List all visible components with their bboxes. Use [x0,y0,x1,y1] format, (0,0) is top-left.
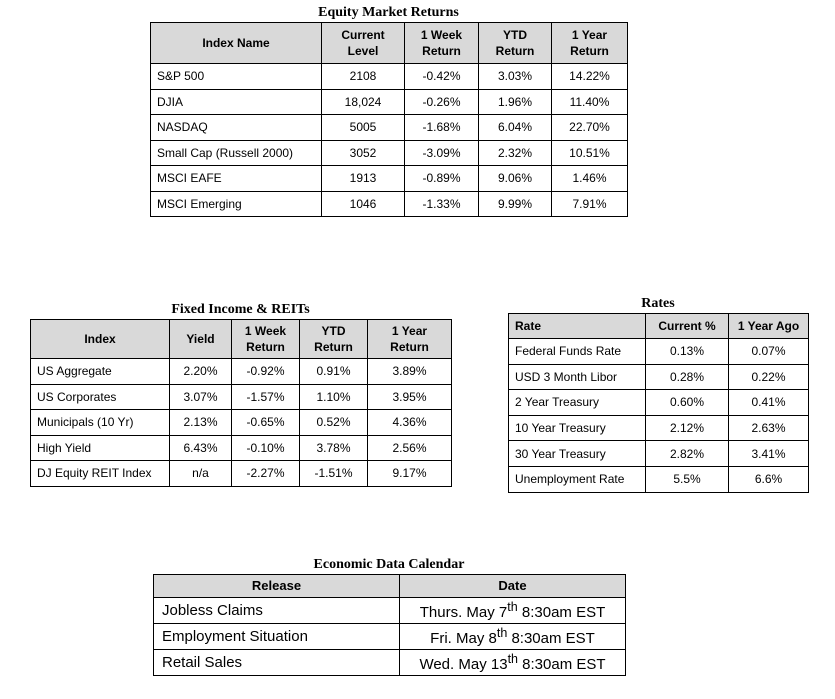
year-return: 3.95% [368,384,452,410]
date-text: Thurs. May 7 [419,604,508,621]
yield: 3.07% [170,384,232,410]
year-ago-rate: 0.22% [729,364,809,390]
col-yield: Yield [170,320,232,359]
yield: n/a [170,461,232,487]
ytd-return: 3.78% [300,435,368,461]
rates-header-row [509,314,809,339]
current-rate: 0.28% [646,364,729,390]
equity-market-returns [150,4,627,217]
table-row [509,339,809,365]
year-return: 7.91% [552,191,628,217]
table-row [509,466,809,492]
yield: 2.13% [170,410,232,436]
col-1-year-line1: 1 Year [571,28,608,42]
col-1-year-line2: Return [570,44,609,58]
index-name: S&P 500 [151,64,322,90]
table-row [154,624,626,650]
current-rate: 2.12% [646,415,729,441]
year-ago-rate: 2.63% [729,415,809,441]
year-ago-rate: 6.6% [729,466,809,492]
year-ago-rate: 0.07% [729,339,809,365]
current-rate: 0.60% [646,390,729,416]
col-current-level-line2: Level [347,44,379,58]
col-index-name: Index Name [151,23,322,64]
equity-table [150,22,628,217]
fixed-income-title: Fixed Income & REITs [171,302,310,317]
ytd-return: 9.06% [479,166,552,192]
date-ordinal: th [496,626,508,640]
index-name: MSCI Emerging [151,191,322,217]
yield: 2.20% [170,359,232,385]
release-date [400,650,626,676]
col-ytd-return [300,320,368,359]
index-name: MSCI EAFE [151,166,322,192]
table-row [31,435,452,461]
year-return: 1.46% [552,166,628,192]
table-row [509,441,809,467]
week-return: -1.57% [232,384,300,410]
col-date: Date [400,575,626,598]
col-ytd-return [479,23,552,64]
ytd-return: 6.04% [479,115,552,141]
current-level: 3052 [322,140,405,166]
rates-table [508,313,809,493]
ytd-return: 1.96% [479,89,552,115]
date-ordinal: th [507,600,518,614]
table-row [151,115,628,141]
col-index: Index [31,320,170,359]
col-release: Release [154,575,400,598]
week-return: -0.92% [232,359,300,385]
date-time: 8:30am EST [517,604,606,621]
current-rate: 5.5% [646,466,729,492]
economic-calendar-title: Economic Data Calendar [313,557,465,572]
rate-name: Federal Funds Rate [509,339,646,365]
year-return: 22.70% [552,115,628,141]
fixed-income-table [30,319,452,487]
table-row [151,140,628,166]
current-level: 2108 [322,64,405,90]
ytd-return: 2.32% [479,140,552,166]
col-ytd-line2: Return [314,340,353,354]
release-date [400,598,626,624]
current-level: 1913 [322,166,405,192]
index-name: Small Cap (Russell 2000) [151,140,322,166]
ytd-return: 9.99% [479,191,552,217]
table-row [31,384,452,410]
col-1-year-line1: 1 Year [391,324,428,338]
index-name: NASDAQ [151,115,322,141]
col-ytd-line2: Return [495,44,535,58]
col-current-level-line1: Current [341,28,385,42]
year-return: 11.40% [552,89,628,115]
week-return: -1.68% [405,115,479,141]
rate-name: Unemployment Rate [509,466,646,492]
index-name: DJIA [151,89,322,115]
year-return: 10.51% [552,140,628,166]
rate-name: 30 Year Treasury [509,441,646,467]
equity-header-row [151,23,628,64]
ytd-return: 3.03% [479,64,552,90]
date-ordinal: th [507,652,518,666]
col-1-week-line2: Return [246,340,285,354]
date-time: 8:30am EST [518,656,606,673]
year-return: 4.36% [368,410,452,436]
week-return: -1.33% [405,191,479,217]
col-1-year-return [552,23,628,64]
table-row [509,364,809,390]
year-ago-rate: 0.41% [729,390,809,416]
week-return: -0.65% [232,410,300,436]
table-row [31,410,452,436]
table-row [509,390,809,416]
col-current-level [322,23,405,64]
table-row [154,650,626,676]
current-rate: 0.13% [646,339,729,365]
rates-title: Rates [641,296,675,311]
current-rate: 2.82% [646,441,729,467]
col-current-pct: Current % [646,314,729,339]
index-name: US Corporates [31,384,170,410]
economic-data-calendar [153,556,625,676]
col-1-year-ago: 1 Year Ago [729,314,809,339]
year-ago-rate: 3.41% [729,441,809,467]
year-return: 2.56% [368,435,452,461]
year-return: 3.89% [368,359,452,385]
col-1-week-line1: 1 Week [244,324,287,338]
week-return: -3.09% [405,140,479,166]
current-level: 5005 [322,115,405,141]
week-return: -0.10% [232,435,300,461]
col-1-year-line2: Return [390,340,429,354]
index-name: Municipals (10 Yr) [31,410,170,436]
table-row [151,89,628,115]
release-date [400,624,626,650]
table-row [31,359,452,385]
index-name: DJ Equity REIT Index [31,461,170,487]
equity-title: Equity Market Returns [318,5,459,20]
rate-name: 10 Year Treasury [509,415,646,441]
ytd-return: -1.51% [300,461,368,487]
year-return: 9.17% [368,461,452,487]
col-1-week-return [232,320,300,359]
index-name: US Aggregate [31,359,170,385]
rate-name: USD 3 Month Libor [509,364,646,390]
table-row [151,191,628,217]
release-name: Jobless Claims [154,598,400,624]
col-1-week-line1: 1 Week [420,28,463,42]
ytd-return: 0.52% [300,410,368,436]
week-return: -0.42% [405,64,479,90]
table-row [31,461,452,487]
col-1-year-return [368,320,452,359]
release-name: Retail Sales [154,650,400,676]
economic-calendar-table [153,574,626,676]
col-rate: Rate [509,314,646,339]
week-return: -0.26% [405,89,479,115]
date-time: 8:30am EST [507,630,595,647]
yield: 6.43% [170,435,232,461]
ytd-return: 0.91% [300,359,368,385]
date-text: Fri. May 8 [430,630,497,647]
fixed-income-header-row [31,320,452,359]
current-level: 18,024 [322,89,405,115]
ytd-return: 1.10% [300,384,368,410]
fixed-income-reits [30,301,451,487]
week-return: -2.27% [232,461,300,487]
table-row [509,415,809,441]
table-row [151,64,628,90]
col-1-week-line2: Return [422,44,461,58]
week-return: -0.89% [405,166,479,192]
rates-section [508,295,808,493]
date-text: Wed. May 13 [419,656,508,673]
release-name: Employment Situation [154,624,400,650]
index-name: High Yield [31,435,170,461]
economic-header-row [154,575,626,598]
col-ytd-line1: YTD [503,28,527,42]
col-ytd-line1: YTD [321,324,346,338]
year-return: 14.22% [552,64,628,90]
table-row [151,166,628,192]
table-row [154,598,626,624]
rate-name: 2 Year Treasury [509,390,646,416]
col-1-week-return [405,23,479,64]
current-level: 1046 [322,191,405,217]
